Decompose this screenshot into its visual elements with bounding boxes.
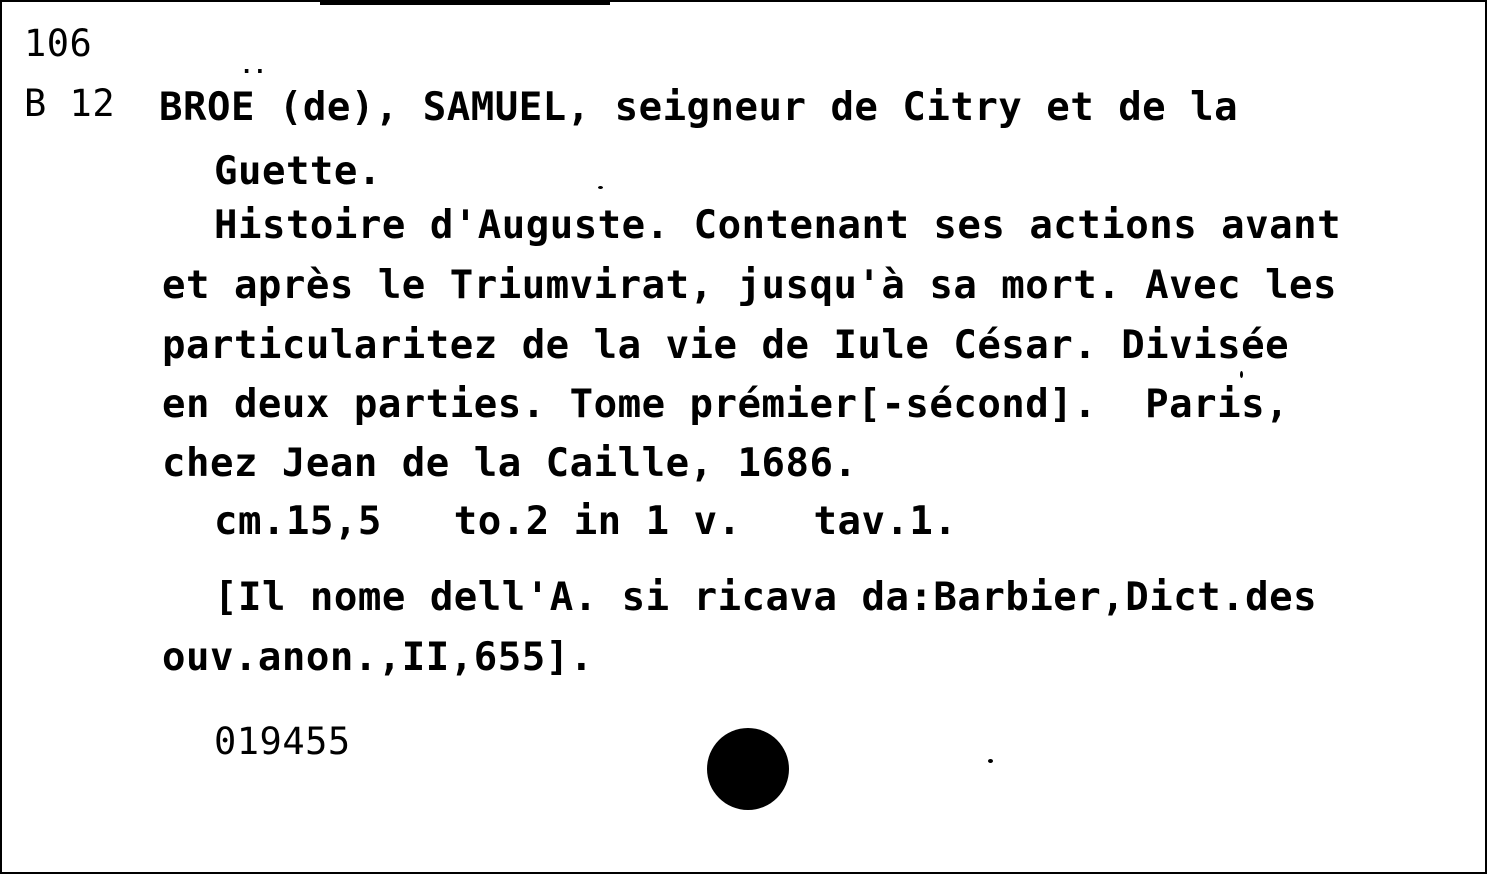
title-line-2: et après le Triumvirat, jusqu'à sa mort. Avec les <box>162 263 1338 308</box>
shelfmark-number: 106 <box>24 22 93 65</box>
record-number: 019455 <box>214 720 351 763</box>
ink-speck <box>598 186 603 189</box>
heading-author-continued: Guette. <box>214 149 382 194</box>
title-line-5: chez Jean de la Caille, 1686. <box>162 441 858 486</box>
heading-author: BROE (de), SAMUEL, seigneur de Citry et de la <box>159 85 1239 130</box>
card-top-edge-mark <box>320 2 610 5</box>
title-line-4: en deux parties. Tome prémier[-sécond]. Paris, <box>162 382 1290 427</box>
note-line-2: ouv.anon.,II,655]. <box>162 635 594 680</box>
title-line-1: Histoire d'Auguste. Contenant ses actions avant <box>214 203 1342 248</box>
ink-speck <box>1240 371 1243 378</box>
punch-hole <box>707 728 789 810</box>
note-line-1: [Il nome dell'A. si ricava da:Barbier,Dict.des <box>214 575 1318 620</box>
umlaut-dots: .. <box>240 54 267 79</box>
ink-speck <box>988 759 993 763</box>
collation-line: cm.15,5 to.2 in 1 v. tav.1. <box>214 499 958 544</box>
shelfmark-location: B 12 <box>24 82 116 125</box>
title-line-3: particularitez de la vie de Iule César. Divisée <box>162 323 1290 368</box>
